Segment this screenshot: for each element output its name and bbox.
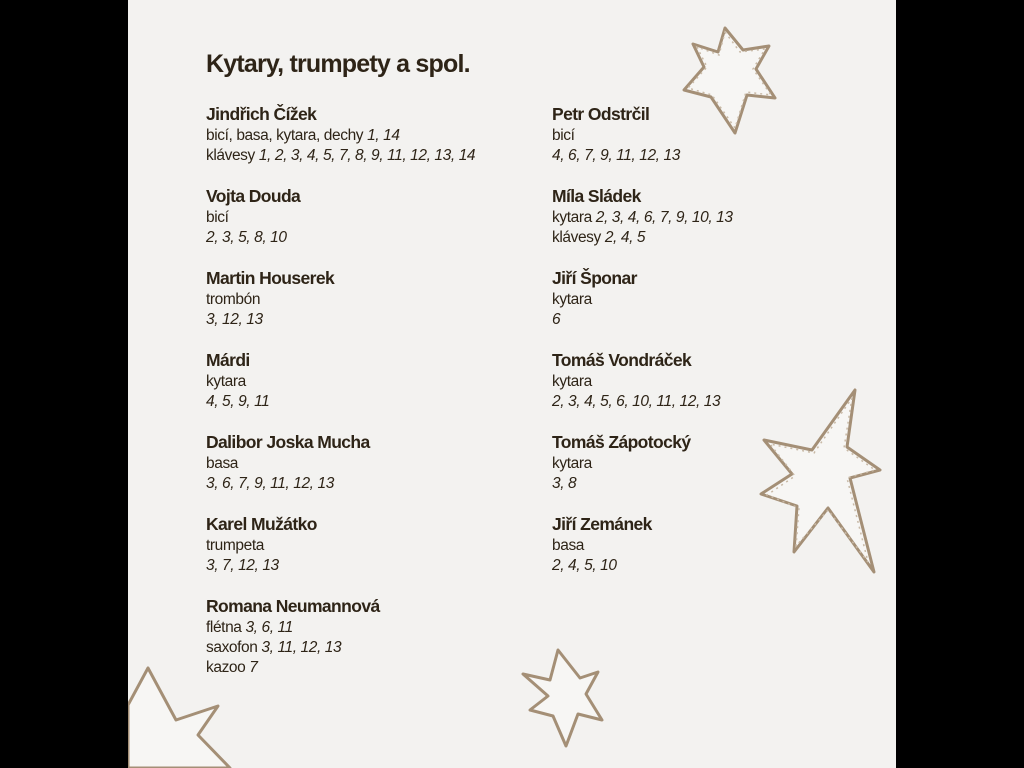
musician-name: Jiří Šponar	[552, 268, 637, 288]
instrument-line	[552, 310, 882, 330]
instrument-label: trombón	[206, 291, 261, 308]
instrument-line	[552, 126, 882, 146]
instrument-label: klávesy	[552, 229, 601, 246]
instrument-line	[206, 146, 536, 166]
instrument-line	[552, 536, 882, 556]
track-numbers: 2, 3, 4, 6, 7, 9, 10, 13	[595, 209, 733, 226]
instrument-label: trumpeta	[206, 537, 264, 554]
track-numbers: 7	[249, 659, 258, 676]
instrument-line	[206, 658, 536, 678]
instrument-line	[552, 372, 882, 392]
musician-entry	[206, 514, 536, 576]
track-numbers: 6	[552, 311, 561, 328]
instrument-line	[552, 146, 882, 166]
track-numbers: 2, 3, 5, 8, 10	[206, 229, 287, 246]
instrument-line	[206, 228, 536, 248]
musician-entry	[206, 350, 536, 412]
instrument-line	[552, 454, 882, 474]
instrument-line	[206, 208, 536, 228]
track-numbers: 1, 14	[367, 127, 400, 144]
musician-entry	[206, 186, 536, 248]
track-numbers: 3, 6, 11	[245, 619, 293, 636]
musician-name: Dalibor Joska Mucha	[206, 432, 370, 452]
instrument-line	[552, 290, 882, 310]
instrument-line	[206, 372, 536, 392]
instrument-line	[552, 556, 882, 576]
instrument-label: kytara	[552, 291, 592, 308]
instrument-line	[206, 290, 536, 310]
instrument-label: saxofon	[206, 639, 258, 656]
track-numbers: 3, 6, 7, 9, 11, 12, 13	[206, 475, 334, 492]
instrument-line	[552, 392, 882, 412]
musician-name: Romana Neumannová	[206, 596, 380, 616]
musician-name: Jindřich Čížek	[206, 104, 317, 124]
musician-name: Jiří Zemánek	[552, 514, 652, 534]
instrument-line	[206, 474, 536, 494]
instrument-line	[206, 536, 536, 556]
instrument-line	[552, 228, 882, 248]
instrument-line	[206, 556, 536, 576]
instrument-label: basa	[552, 537, 585, 554]
musician-entry	[552, 432, 882, 494]
musician-name: Petr Odstrčil	[552, 104, 650, 124]
musician-name: Míla Sládek	[552, 186, 641, 206]
musician-name: Karel Mužátko	[206, 514, 317, 534]
left-column	[206, 104, 536, 698]
track-numbers: 3, 7, 12, 13	[206, 557, 279, 574]
musician-entry	[206, 432, 536, 494]
track-numbers: 2, 4, 5, 10	[552, 557, 617, 574]
musician-name: Tomáš Zápotocký	[552, 432, 691, 452]
track-numbers: 4, 6, 7, 9, 11, 12, 13	[552, 147, 680, 164]
instrument-line	[206, 126, 536, 146]
track-numbers: 3, 12, 13	[206, 311, 263, 328]
page-title: Kytary, trumpety a spol.	[206, 50, 470, 78]
instrument-label: bicí	[552, 127, 575, 144]
musician-name: Vojta Douda	[206, 186, 301, 206]
instrument-label: basa	[206, 455, 239, 472]
instrument-line	[206, 454, 536, 474]
musician-entry	[552, 268, 882, 330]
instrument-line	[206, 392, 536, 412]
instrument-line	[206, 618, 536, 638]
musician-entry	[206, 268, 536, 330]
instrument-line	[206, 638, 536, 658]
instrument-label: kytara	[206, 373, 246, 390]
musician-name: Martin Houserek	[206, 268, 335, 288]
instrument-label: bicí	[206, 209, 229, 226]
musician-name: Márdi	[206, 350, 250, 370]
instrument-label: flétna	[206, 619, 242, 636]
right-column	[552, 104, 882, 596]
track-numbers: 2, 4, 5	[604, 229, 646, 246]
instrument-line	[552, 474, 882, 494]
instrument-line	[206, 310, 536, 330]
instrument-label: kytara	[552, 373, 592, 390]
instrument-label: klávesy	[206, 147, 255, 164]
booklet-page	[128, 0, 896, 768]
musician-name: Tomáš Vondráček	[552, 350, 692, 370]
instrument-label: kazoo	[206, 659, 246, 676]
musician-entry	[552, 104, 882, 166]
instrument-label: bicí, basa, kytara, dechy	[206, 127, 364, 144]
musician-entry	[552, 186, 882, 248]
track-numbers: 2, 3, 4, 5, 6, 10, 11, 12, 13	[552, 393, 721, 410]
instrument-line	[552, 208, 882, 228]
track-numbers: 1, 2, 3, 4, 5, 7, 8, 9, 11, 12, 13, 14	[258, 147, 476, 164]
musician-entry	[206, 596, 536, 678]
track-numbers: 3, 8	[552, 475, 577, 492]
musician-entry	[552, 514, 882, 576]
track-numbers: 3, 11, 12, 13	[261, 639, 342, 656]
musician-entry	[552, 350, 882, 412]
musician-entry	[206, 104, 536, 166]
instrument-label: kytara	[552, 455, 592, 472]
track-numbers: 4, 5, 9, 11	[206, 393, 270, 410]
instrument-label: kytara	[552, 209, 592, 226]
